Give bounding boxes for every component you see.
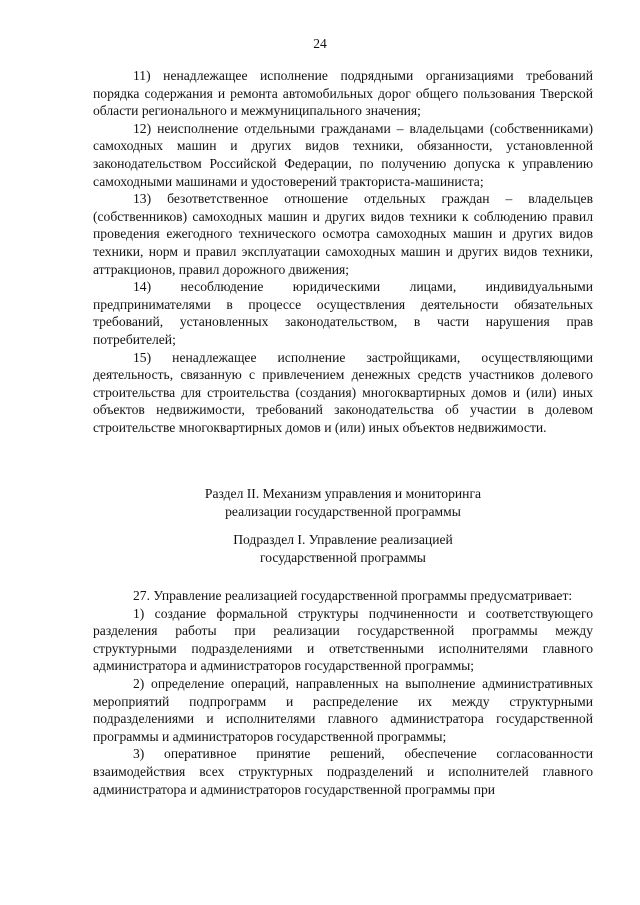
section-heading-line-1: Раздел II. Механизм управления и мониторинга [204,486,482,501]
list-item-2: 2) определение операций, направленных на выполнение административных мероприятий подпрограмм и распределение их между структурными подразделениями и исполнителями главного администратора государственной программы и администраторов государственной программы; [93,675,593,744]
page-number: 24 [313,36,327,51]
subsection-heading-line-1: Подраздел I. Управление реализацией [233,532,453,547]
list-item-1: 1) создание формальной структуры подчиненности и соответствующего разделения работы при реализации государственной программы между структурными подразделениями и ответственными исполнителями главного администратора и администраторов государственной программы; [93,605,593,674]
list-item-15: 15) ненадлежащее исполнение застройщиками, осуществляющими деятельность, связанную с привлечением денежных средств участников долевого строительства для строительства (создания) многоквартирных домов и (или) иных объектов недвижимости, требований законодательства об участии в долевом строительстве многоквартирных домов и (или) иных объектов недвижимости. [93,349,593,435]
list-item-3: 3) оперативное принятие решений, обеспечение согласованности взаимодействия всех структурных подразделений и исполнителей главного администратора и администраторов государственной программы при [93,746,593,797]
section-heading [93,485,593,520]
section-heading-line-2: реализации государственной программы [225,503,461,519]
management-list [93,587,593,798]
list-item-11: 11) ненадлежащее исполнение подрядными организациями требований порядка содержания и ремонта автомобильных дорог общего пользования Тверской области регионального и межмуниципального значения; [93,68,593,119]
list-item-13: 13) безответственное отношение отдельных граждан – владельцев (собственников) самоходных машин и других видов техники к соблюдению правил проведения ежегодного технического осмотра самоходных машин и других видов техники, норм и правил эксплуатации самоходных машин и других видов техники, аттракционов, правил дорожного движения; [93,191,593,277]
list-item-12: 12) неисполнение отдельными гражданами – владельцами (собственниками) самоходных машин и других видов техники, обязанности, установленной законодательством Российской Федерации, по получению допуска к управлению самоходными машинами и удостоверений тракториста-машиниста; [93,120,593,189]
subsection-heading [93,531,593,566]
paragraph-27: 27. Управление реализацией государственной программы предусматривает: [133,588,573,603]
list-item-14: 14) несоблюдение юридическими лицами, индивидуальными предпринимателями в процессе осуществления деятельности обязательных требований, установленных законодательством, в части нарушения прав потребителей; [93,279,593,347]
violations-list-continued [93,67,593,436]
subsection-heading-line-2: государственной программы [260,549,426,565]
